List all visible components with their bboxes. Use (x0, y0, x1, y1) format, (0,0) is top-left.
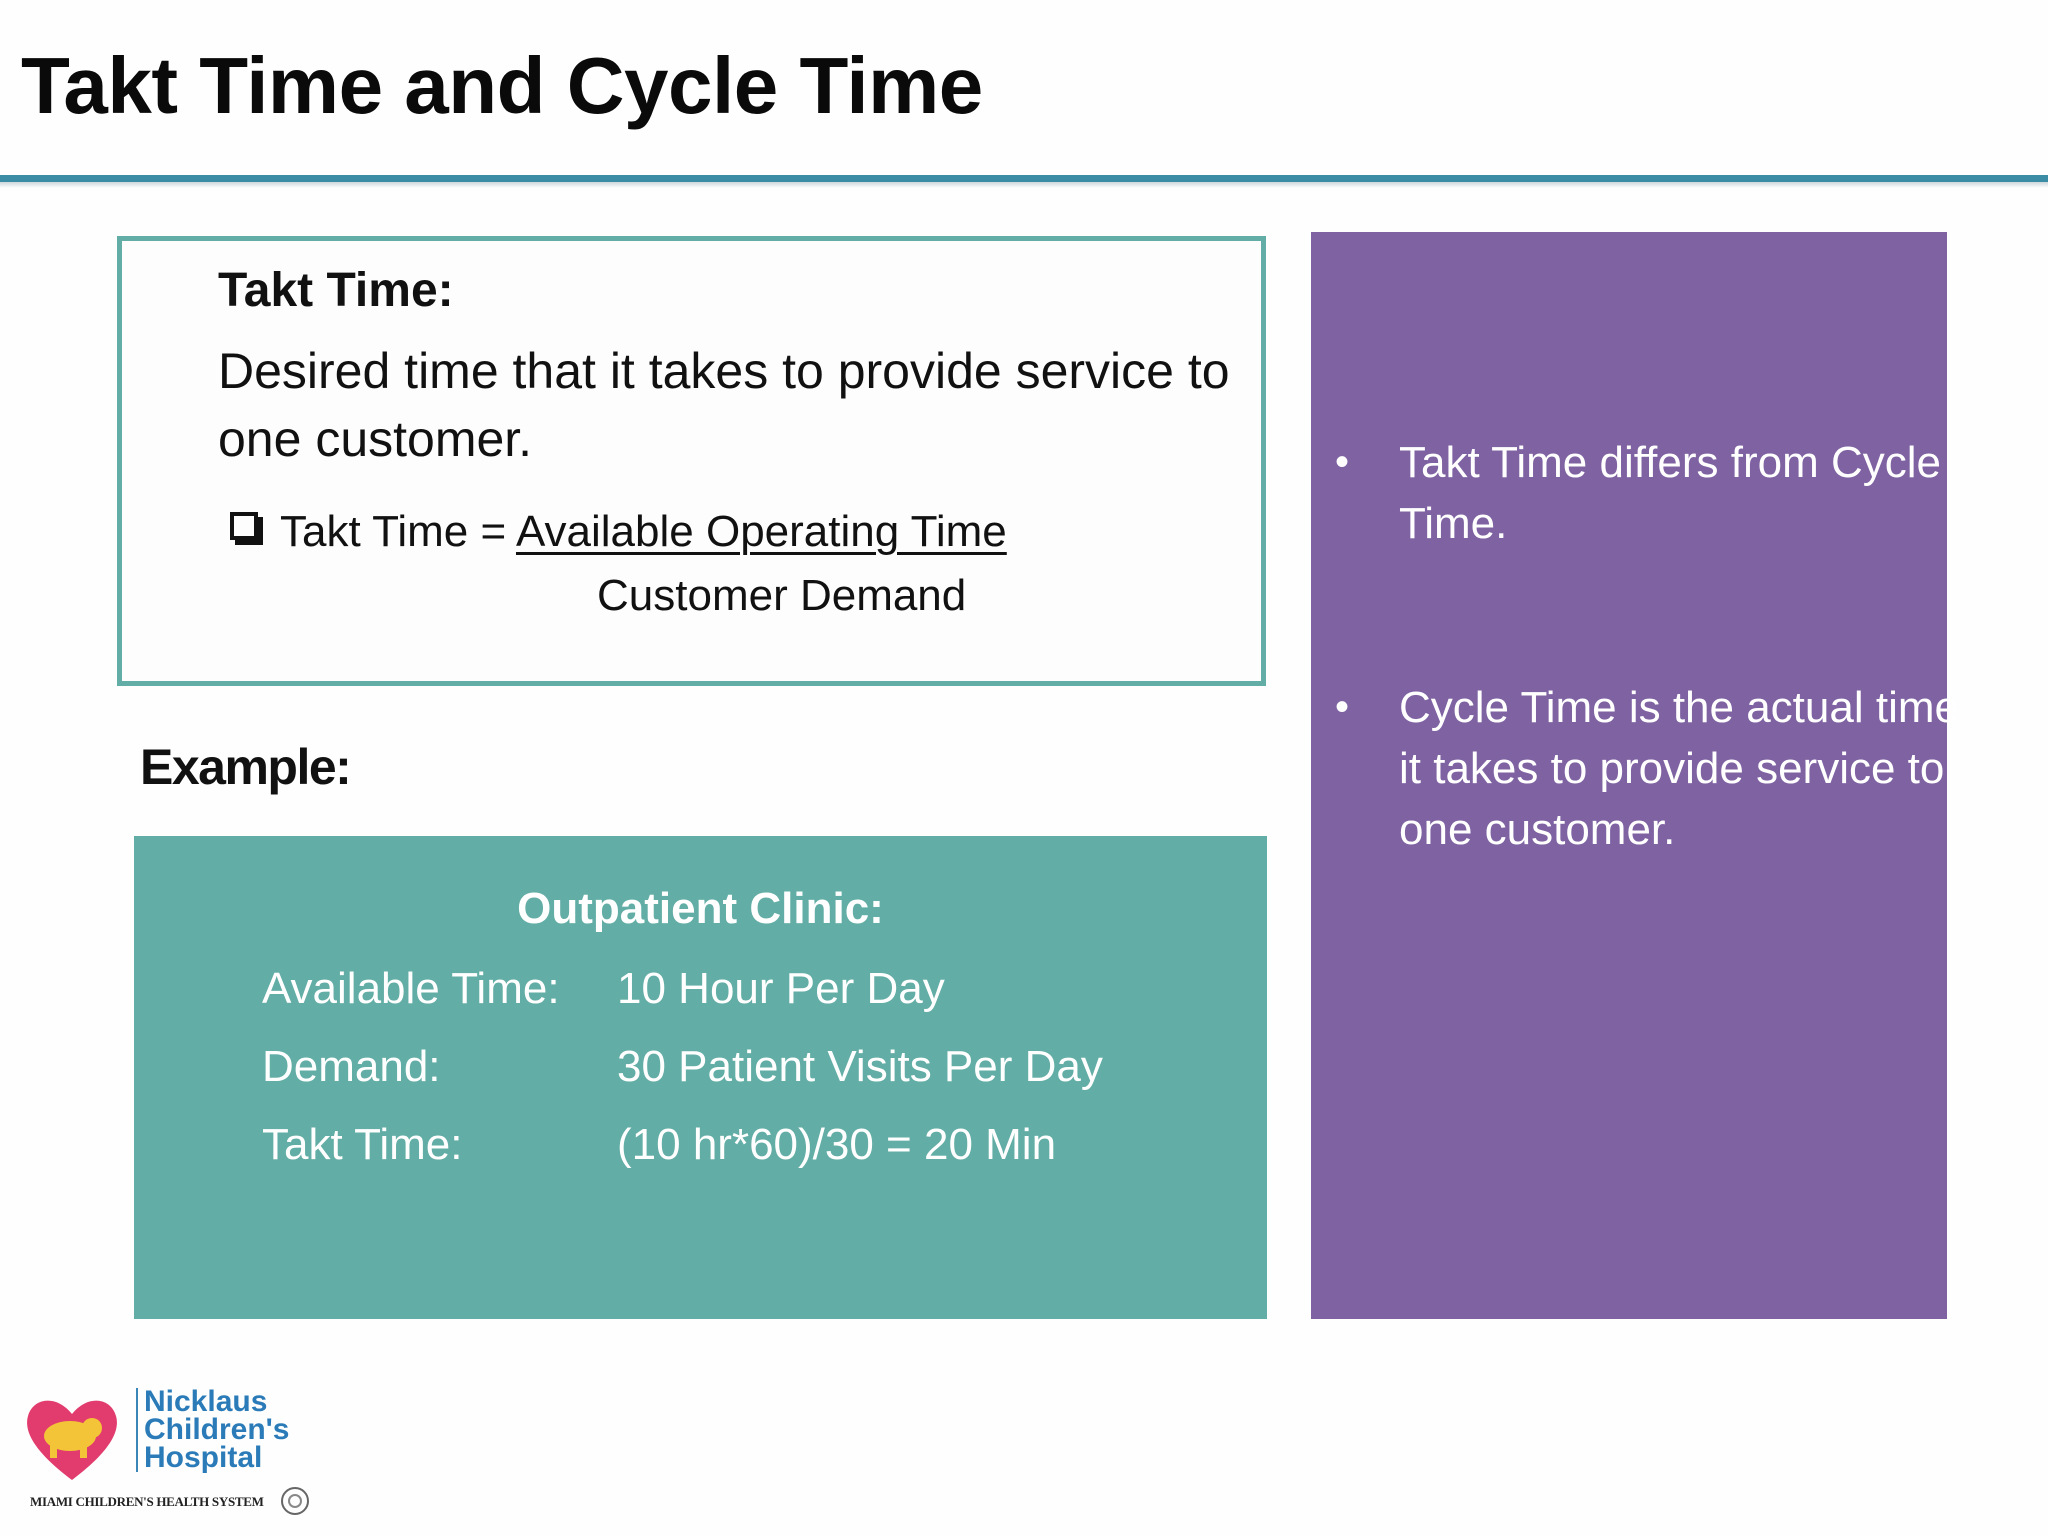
hospital-logo (22, 1380, 322, 1520)
logo-name-line: Children's (144, 1413, 290, 1446)
clinic-row-value: (10 hr*60)/30 = 20 Min (617, 1120, 1057, 1169)
sidebar-bullet-text: Cycle Time is the actual time it takes to provide service to one customer. (1399, 683, 1959, 854)
clinic-example-box (134, 836, 1267, 1319)
formula-numerator: Available Operating Time (515, 507, 1007, 556)
takt-formula (230, 507, 1007, 557)
logo-name-line: Nicklaus (144, 1385, 268, 1418)
heart-bear-logo-icon (22, 1388, 122, 1488)
clinic-row-key: Takt Time: (262, 1120, 463, 1169)
seal-icon (280, 1486, 310, 1516)
logo-name (136, 1385, 290, 1474)
clinic-row-value: 30 Patient Visits Per Day (617, 1042, 1103, 1091)
cycle-time-sidebar (1311, 232, 1959, 1319)
clinic-row (262, 1120, 1056, 1170)
bullet-dot-icon: • (1335, 685, 1350, 729)
sidebar-bullet-text: Takt Time differs from Cycle Time. (1399, 438, 1941, 548)
checkbox-bullet-icon (230, 512, 258, 540)
formula-denominator: Customer Demand (597, 571, 967, 620)
takt-definition-box (117, 236, 1266, 686)
definition-text: Desired time that it takes to provide service to one customer. (218, 343, 1230, 467)
bullet-dot-icon: • (1335, 440, 1350, 484)
clinic-row (262, 964, 945, 1014)
clinic-title: Outpatient Clinic: (517, 884, 884, 933)
logo-tagline: MIAMI CHILDREN'S HEALTH SYSTEM (30, 1494, 264, 1509)
title-divider (0, 175, 2048, 182)
example-label: Example: (140, 739, 351, 795)
clinic-row-key: Available Time: (262, 964, 560, 1013)
clinic-row-key: Demand: (262, 1042, 441, 1091)
slide-title: Takt Time and Cycle Time (21, 41, 983, 130)
logo-name-line: Hospital (144, 1441, 263, 1474)
clinic-row-value: 10 Hour Per Day (617, 964, 945, 1013)
definition-heading: Takt Time: (218, 264, 454, 317)
clinic-row (262, 1042, 1103, 1092)
formula-lhs: Takt Time = (280, 507, 516, 556)
